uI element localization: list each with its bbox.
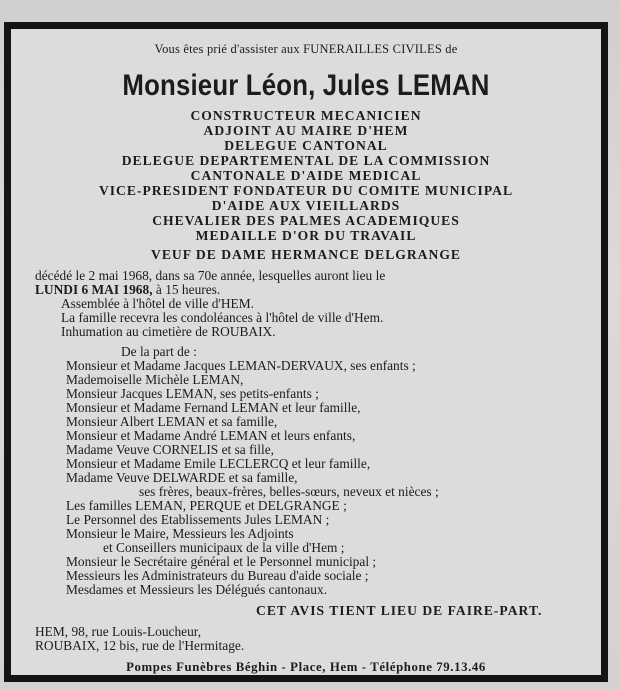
- address-line: HEM, 98, rue Louis-Loucheur,: [35, 624, 202, 639]
- family-line: Madame Veuve DELWARDE et sa famille,: [66, 470, 298, 485]
- family-line: Mesdames et Messieurs les Délégués cantonaux.: [66, 582, 328, 597]
- condolences-line: La famille recevra les condoléances à l'hôtel de ville d'Hem.: [61, 310, 384, 325]
- family-line: Monsieur Jacques LEMAN, ses petits-enfants ;: [66, 386, 319, 401]
- family-line: Madame Veuve CORNELIS et sa fille,: [66, 442, 275, 457]
- family-line: Messieurs les Administrateurs du Bureau d'aide sociale ;: [66, 568, 369, 583]
- assembly-line: Assemblée à l'hôtel de ville d'HEM.: [61, 296, 254, 311]
- family-line: Monsieur Albert LEMAN et sa famille,: [66, 414, 278, 429]
- widower-line: VEUF DE DAME HERMANCE DELGRANGE: [151, 247, 461, 262]
- family-line: Les familles LEMAN, PERQUE et DELGRANGE ;: [66, 498, 347, 513]
- announcement-line: décédé le 2 mai 1968, dans sa 70e année, lesquelles auront lieu le: [35, 268, 386, 283]
- family-line: Monsieur et Madame Fernand LEMAN et leur famille,: [66, 400, 361, 415]
- title-line: MEDAILLE D'OR DU TRAVAIL: [195, 228, 417, 243]
- family-intro: De la part de :: [121, 344, 197, 359]
- family-line: Monsieur et Madame Jacques LEMAN-DERVAUX, ses enfants ;: [66, 358, 416, 373]
- family-line: Monsieur et Madame André LEMAN et leurs enfants,: [66, 428, 356, 443]
- family-line: Mademoiselle Michèle LEMAN,: [66, 372, 244, 387]
- funeral-time: à 15 heures.: [155, 282, 221, 297]
- invitation-line: Vous êtes prié d'assister aux FUNERAILLES CIVILES de: [154, 42, 458, 56]
- family-line: Le Personnel des Etablissements Jules LEMAN ;: [66, 512, 330, 527]
- family-line: ses frères, beaux-frères, belles-sœurs, neveux et nièces ;: [139, 484, 439, 499]
- family-line: Monsieur le Maire, Messieurs les Adjoints: [66, 526, 294, 541]
- title-line: CANTONALE D'AIDE MEDICAL: [190, 168, 422, 183]
- title-line: DELEGUE CANTONAL: [224, 138, 388, 153]
- obituary-notice: [4, 22, 608, 682]
- title-line: CONSTRUCTEUR MECANICIEN: [190, 108, 422, 123]
- title-line: ADJOINT AU MAIRE D'HEM: [203, 123, 409, 138]
- family-line: et Conseillers municipaux de la ville d'Hem ;: [103, 540, 345, 555]
- family-line: Monsieur le Secrétaire général et le Personnel municipal ;: [66, 554, 377, 569]
- notice-line: CET AVIS TIENT LIEU DE FAIRE-PART.: [256, 603, 543, 618]
- funeral-date: LUNDI 6 MAI 1968,: [35, 282, 153, 297]
- deceased-name: Monsieur Léon, Jules LEMAN: [122, 69, 490, 102]
- address-line: ROUBAIX, 12 bis, rue de l'Hermitage.: [35, 638, 245, 653]
- burial-line: Inhumation au cimetière de ROUBAIX.: [61, 324, 276, 339]
- family-line: Monsieur et Madame Emile LECLERCQ et leur famille,: [66, 456, 371, 471]
- funeral-home-line: Pompes Funèbres Béghin - Place, Hem - Téléphone 79.13.46: [126, 660, 486, 674]
- title-line: D'AIDE AUX VIEILLARDS: [211, 198, 401, 213]
- funeral-date-line: [35, 283, 220, 297]
- title-line: DELEGUE DEPARTEMENTAL DE LA COMMISSION: [121, 153, 491, 168]
- title-line: CHEVALIER DES PALMES ACADEMIQUES: [152, 213, 460, 228]
- title-line: VICE-PRESIDENT FONDATEUR DU COMITE MUNICIPAL: [98, 183, 514, 198]
